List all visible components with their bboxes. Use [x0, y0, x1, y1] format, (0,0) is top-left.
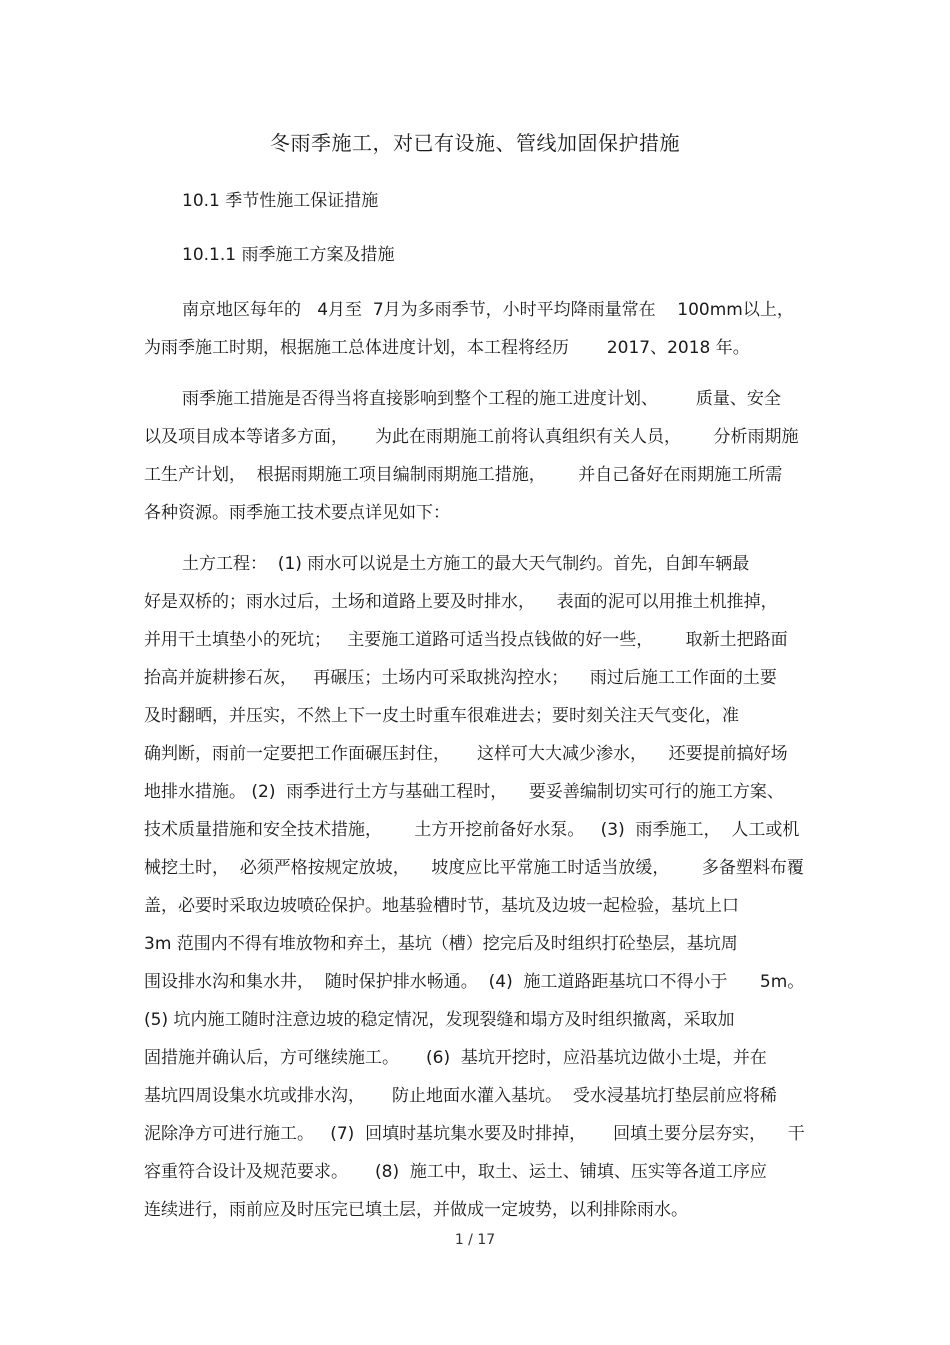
paragraph-line: 好是双桥的；雨水过后，土场和道路上要及时排水， 表面的泥可以用推土机推掉， — [144, 592, 778, 612]
paragraph-line: 械挖土时， 必须严格按规定放坡， 坡度应比平常施工时适当放缓， 多备塑料布覆 — [144, 858, 804, 878]
paragraph-line: 工生产计划， 根据雨期施工项目编制雨期施工措施， 并自己备好在雨期施工所需 — [144, 465, 783, 485]
paragraph-line: 固措施并确认后，方可继续施工。 (6) 基坑开挖时，应沿基坑边做小土堤，并在 — [144, 1048, 767, 1068]
paragraph-line: 基坑四周设集水坑或排水沟， 防止地面水灌入基坑。 受水浸基坑打垫层前应将稀 — [144, 1086, 777, 1106]
paragraph-line: 技术质量措施和安全技术措施， 土方开挖前备好水泵。 (3) 雨季施工， 人工或机 — [144, 820, 800, 840]
paragraph-earthwork — [144, 545, 804, 1229]
paragraph-line: 土方工程： (1) 雨水可以说是土方施工的最大天气制约。首先，自卸车辆最 — [182, 554, 750, 574]
paragraph-line: 地排水措施。 (2) 雨季进行土方与基础工程时， 要妥善编制切实可行的施工方案、 — [144, 782, 784, 802]
paragraph-rainy-season-period — [144, 291, 804, 367]
paragraph-rainy-season-measures — [144, 380, 804, 532]
paragraph-line: 并用干土填垫小的死坑； 主要施工道路可适当投点钱做的好一些， 取新土把路面 — [144, 630, 788, 650]
section-heading-10-1-1: 10.1.1 雨季施工方案及措施 — [182, 245, 395, 265]
section-heading-10-1: 10.1 季节性施工保证措施 — [182, 191, 379, 211]
paragraph-line: 雨季施工措施是否得当将直接影响到整个工程的施工进度计划、 质量、安全 — [182, 389, 781, 409]
document-title: 冬雨季施工，对已有设施、管线加固保护措施 — [270, 131, 680, 155]
paragraph-line: 各种资源。雨季施工技术要点详见如下： — [144, 503, 450, 523]
paragraph-line: 容重符合设计及规范要求。 (8) 施工中，取土、运土、铺填、压实等各道工序应 — [144, 1162, 767, 1182]
paragraph-line: 连续进行，雨前应及时压完已填土层，并做成一定坡势，以利排除雨水。 — [144, 1200, 688, 1220]
paragraph-line: 3m 范围内不得有堆放物和弃土，基坑（槽）挖完后及时组织打砼垫层，基坑周 — [144, 934, 738, 954]
paragraph-line: 抬高并旋耕掺石灰， 再碾压；土场内可采取挑沟控水； 雨过后施工工作面的土要 — [144, 668, 777, 688]
paragraph-line: 以及项目成本等诸多方面， 为此在雨期施工前将认真组织有关人员， 分析雨期施 — [144, 427, 799, 447]
paragraph-line: 南京地区每年的 4月至 7月为多雨季节，小时平均降雨量常在 100mm以上， — [182, 300, 794, 320]
paragraph-line: 盖，必要时采取边坡喷砼保护。地基验槽时节，基坑及边坡一起检验，基坑上口 — [144, 896, 739, 916]
paragraph-line: 确判断，雨前一定要把工作面碾压封住， 这样可大大减少渗水， 还要提前搞好场 — [144, 744, 788, 764]
paragraph-line: 为雨季施工时期，根据施工总体进度计划，本工程将经历 2017、2018 年。 — [144, 338, 750, 358]
paragraph-line: (5) 坑内施工随时注意边坡的稳定情况，发现裂缝和塌方及时组织撤离，采取加 — [144, 1010, 735, 1030]
paragraph-line: 及时翻晒，并压实，不然上下一皮土时重车很难进去；要时刻关注天气变化，准 — [144, 706, 739, 726]
page-number: 1 / 17 — [454, 1232, 496, 1248]
paragraph-line: 围设排水沟和集水井， 随时保护排水畅通。 (4) 施工道路距基坑口不得小于 5m。 — [144, 972, 805, 992]
paragraph-line: 泥除净方可进行施工。 (7) 回填时基坑集水要及时排掉， 回填土要分层夯实， 干 — [144, 1124, 805, 1144]
